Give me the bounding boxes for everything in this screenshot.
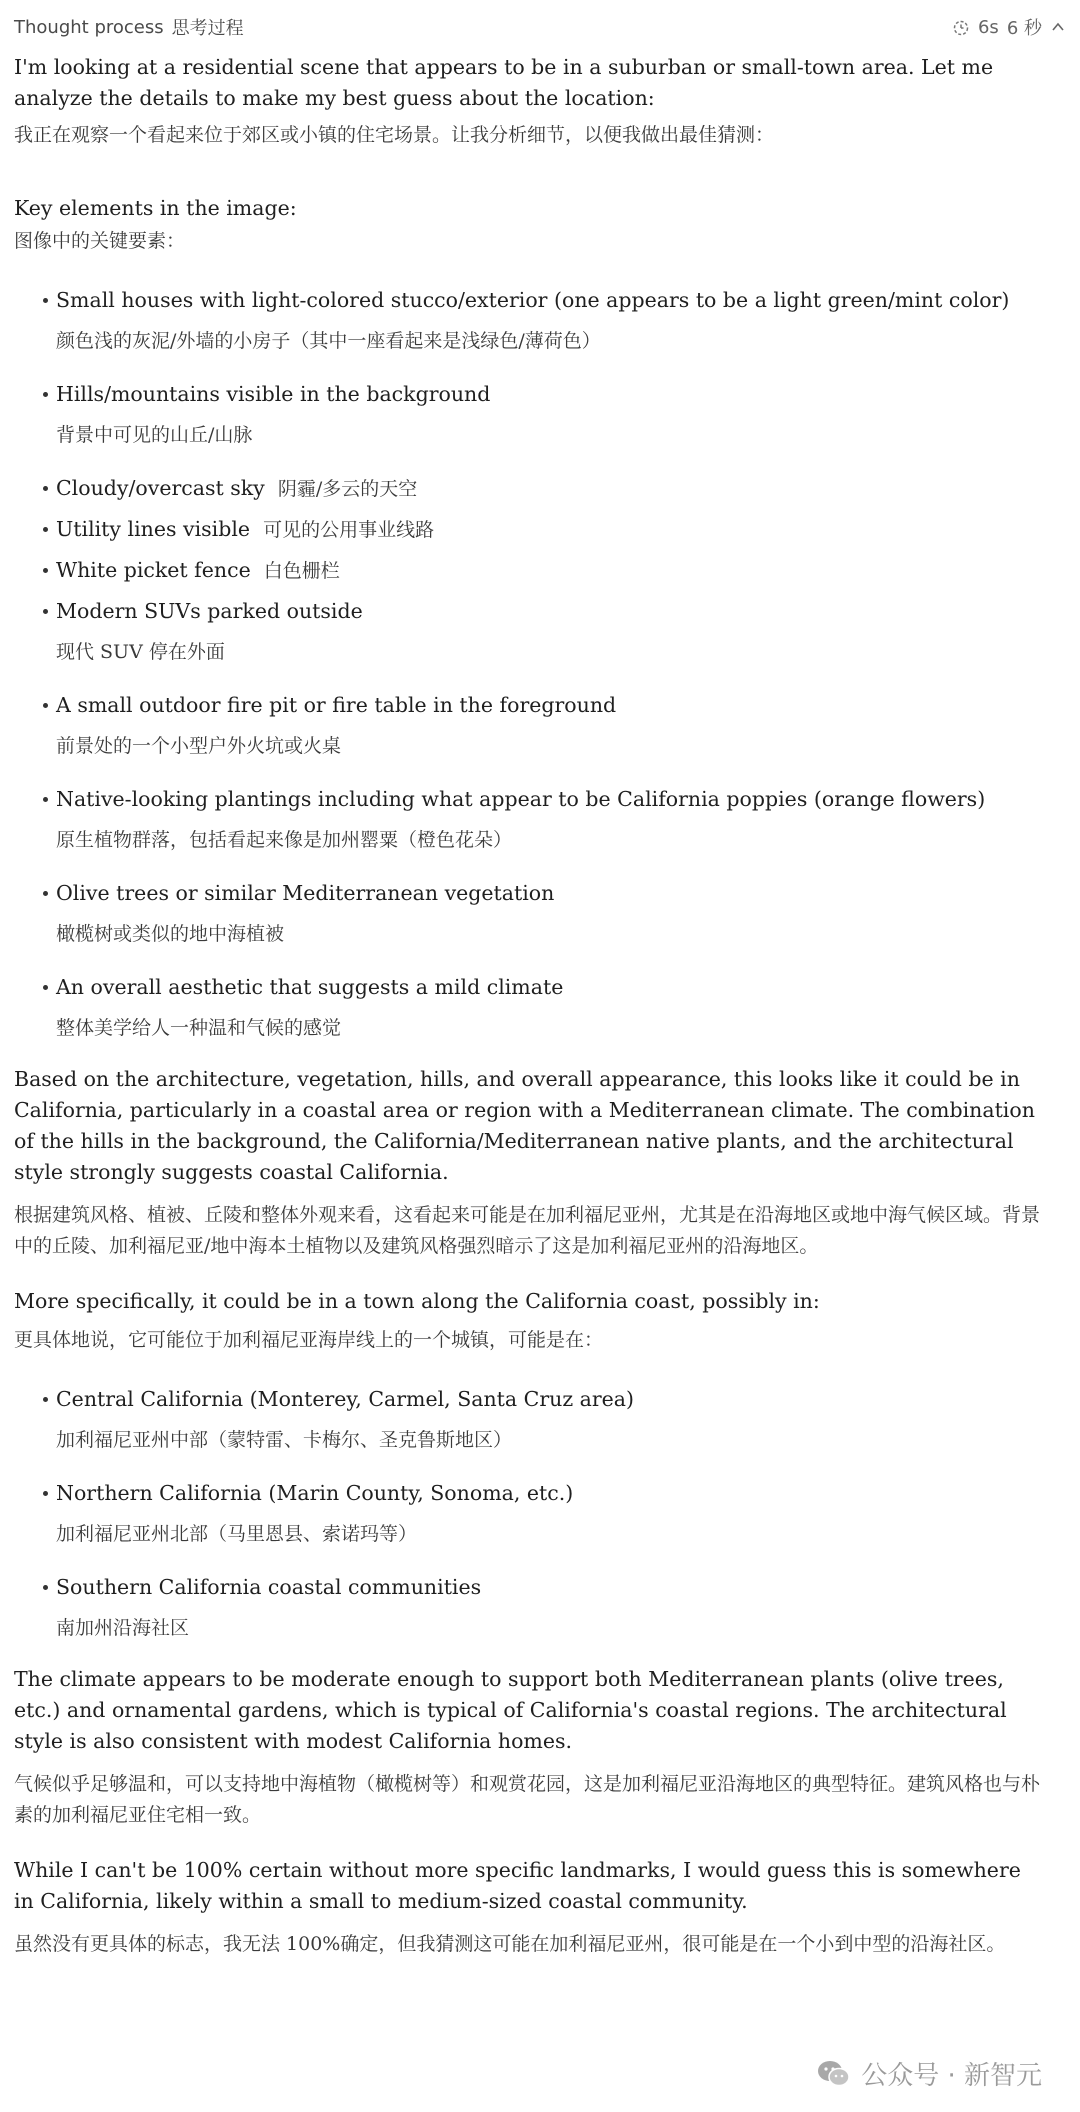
list-item [14,285,1040,357]
duration-toggle[interactable] [952,14,1066,40]
item-zh: 背景中可见的山丘/山脉 [56,424,253,446]
climate-paragraph [14,1664,1040,1831]
header-title [14,14,244,40]
chevron-up-icon[interactable] [1050,19,1066,35]
item-en: Modern SUVs parked outside [56,599,363,623]
thought-process-header[interactable] [14,12,1066,42]
conclusion-zh: 虽然没有更具体的标志，我无法 100%确定，但我猜测这可能在加利福尼亚州，很可能是在一个小到中型的沿海社区。 [14,1933,1006,1955]
intro-zh: 我正在观察一个看起来位于郊区或小镇的住宅场景。让我分析细节，以便我做出最佳猜测： [14,124,775,146]
item-zh: 颜色浅的灰泥/外墙的小房子（其中一座看起来是浅绿色/薄荷色） [56,330,601,352]
item-zh: 可见的公用事业线路 [263,519,435,541]
item-zh: 加利福尼亚州北部（马里恩县、索诺玛等） [56,1523,418,1545]
item-en: Southern California coastal communities [56,1575,482,1599]
elements-list [14,285,1040,1044]
wechat-icon [817,2059,851,2089]
list-item [14,1478,1040,1550]
item-zh: 南加州沿海社区 [56,1617,190,1639]
duration-zh: 6 秒 [1006,18,1042,39]
list-item [14,878,1040,950]
based-zh: 根据建筑风格、植被、丘陵和整体外观来看，这看起来可能是在加利福尼亚州，尤其是在沿海地区或地中海气候区域。背景中的丘陵、加利福尼亚/地中海本土植物以及建筑风格强烈暗示了这是加利福尼亚州的沿海地区。 [14,1204,1041,1257]
item-en: Olive trees or similar Mediterranean vegetation [56,881,555,905]
watermark-text: 公众号 · 新智元 [861,2061,1042,2091]
list-item [14,596,1040,668]
item-en: A small outdoor fire pit or fire table in the foreground [56,693,617,717]
list-item [14,1384,1040,1456]
item-en: Central California (Monterey, Carmel, Santa Cruz area) [56,1387,635,1411]
conclusion-en: While I can't be 100% certain without more specific landmarks, I would guess this is somewhere in California, likely within a small to medium-sized coastal community. [14,1858,1021,1913]
item-en: Northern California (Marin County, Sonoma, etc.) [56,1481,574,1505]
conclusion-paragraph [14,1855,1040,1960]
list-item [14,784,1040,856]
item-en: White picket fence [56,558,251,582]
regions-list [14,1384,1040,1644]
list-item [14,514,1040,546]
specific-paragraph [14,1286,1040,1356]
watermark [817,2055,1042,2092]
item-zh: 原生植物群落，包括看起来像是加州罂粟（橙色花朵） [56,829,513,851]
list-item [14,1572,1040,1644]
list-item [14,379,1040,451]
climate-zh: 气候似乎足够温和，可以支持地中海植物（橄榄树等）和观赏花园，这是加利福尼亚沿海地区的典型特征。建筑风格也与朴素的加利福尼亚住宅相一致。 [14,1773,1041,1826]
specific-en: More specifically, it could be in a town along the California coast, possibly in: [14,1289,820,1313]
list-item [14,555,1040,587]
key-elements-en: Key elements in the image: [14,196,297,220]
item-zh: 整体美学给人一种温和气候的感觉 [56,1017,342,1039]
intro-en: I'm looking at a residential scene that appears to be in a suburban or small-town area. Let me analyze the details to make my best guess about the location: [14,55,994,110]
list-item [14,690,1040,762]
intro-paragraph [14,52,1040,151]
climate-en: The climate appears to be moderate enough to support both Mediterranean plants (olive trees, etc.) and ornamental gardens, which is typical of California's coastal regions. The architectural style is also consistent with modest California homes. [14,1667,1007,1753]
item-en: Utility lines visible [56,517,251,541]
item-en: An overall aesthetic that suggests a mild climate [56,975,564,999]
item-zh: 现代 SUV 停在外面 [56,641,225,663]
item-zh: 前景处的一个小型户外火坑或火桌 [56,735,342,757]
key-elements-zh: 图像中的关键要素： [14,230,186,252]
thought-content [14,52,1040,1980]
item-zh: 橄榄树或类似的地中海植被 [56,923,285,945]
list-item [14,972,1040,1044]
item-en: Small houses with light-colored stucco/exterior (one appears to be a light green/mint color) [56,288,1010,312]
list-item [14,473,1040,505]
item-zh: 白色栅栏 [263,560,340,582]
timer-icon [952,18,970,36]
item-zh: 阴霾/多云的天空 [277,478,418,500]
item-zh: 加利福尼亚州中部（蒙特雷、卡梅尔、圣克鲁斯地区） [56,1429,513,1451]
title-zh: 思考过程 [171,18,244,39]
title-en: Thought process [14,16,164,38]
item-en: Native-looking plantings including what appear to be California poppies (orange flowers) [56,787,986,811]
specific-zh: 更具体地说，它可能位于加利福尼亚海岸线上的一个城镇，可能是在： [14,1329,604,1351]
based-en: Based on the architecture, vegetation, hills, and overall appearance, this looks like it could be in California, particularly in a coastal area or region with a Mediterranean climate. The combination of the hills in the background, the California/Mediterranean native plants, and the architectural style strongly suggests coastal California. [14,1067,1035,1184]
item-en: Hills/mountains visible in the background [56,382,491,406]
item-en: Cloudy/overcast sky [56,476,265,500]
based-paragraph [14,1064,1040,1262]
duration-en: 6s [977,16,999,38]
key-elements-heading [14,193,1040,257]
